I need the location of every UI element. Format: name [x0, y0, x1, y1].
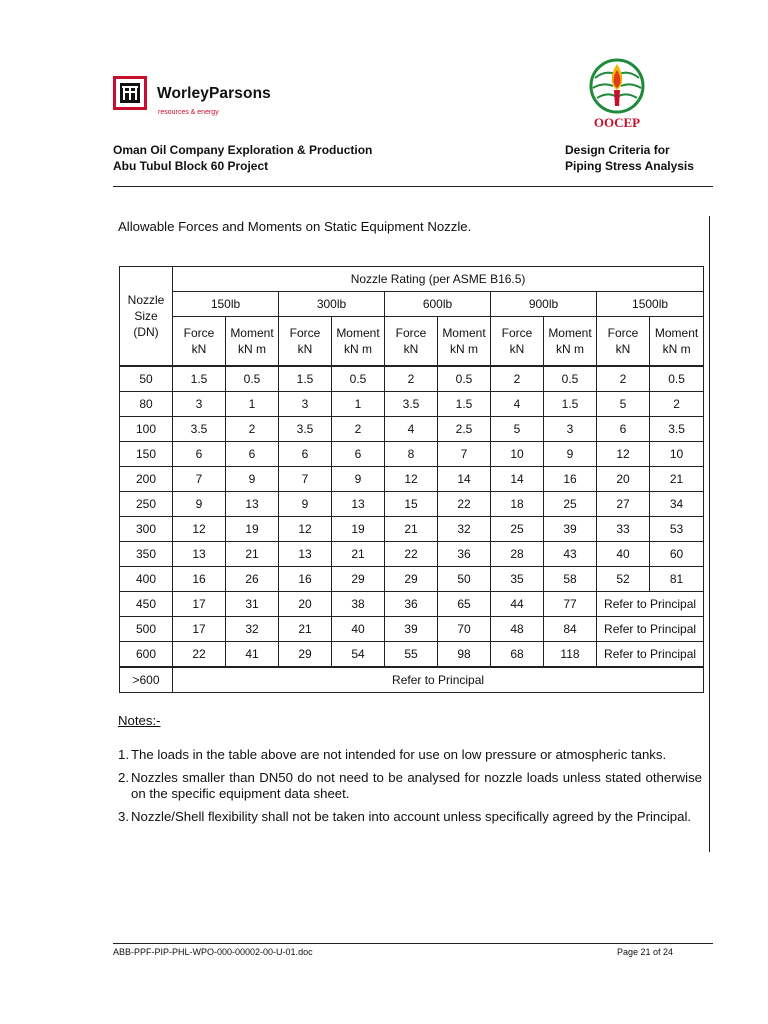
force-cell: 6 — [597, 417, 650, 442]
moment-cell: 13 — [226, 492, 279, 517]
notes-list — [118, 747, 702, 832]
force-cell: 21 — [279, 617, 332, 642]
force-cell: 9 — [279, 492, 332, 517]
force-cell: 3 — [279, 392, 332, 417]
note-item — [118, 809, 702, 825]
moment-cell: 38 — [332, 592, 385, 617]
force-cell: 17 — [173, 617, 226, 642]
force-cell: 7 — [279, 467, 332, 492]
force-cell: 55 — [385, 642, 438, 668]
force-cell: 6 — [173, 442, 226, 467]
force-cell: 12 — [279, 517, 332, 542]
nozzle-size-header: Nozzle Size (DN) — [120, 267, 173, 367]
class-header: 600lb — [385, 292, 491, 317]
force-cell: 16 — [173, 567, 226, 592]
moment-cell: 84 — [544, 617, 597, 642]
brand-tagline: resources & energy — [158, 109, 219, 116]
force-cell: 1.5 — [279, 366, 332, 392]
force-cell: 35 — [491, 567, 544, 592]
nozzle-size-cell: 450 — [120, 592, 173, 617]
force-cell: 20 — [279, 592, 332, 617]
moment-cell: 1 — [332, 392, 385, 417]
class-header: 150lb — [173, 292, 279, 317]
moment-cell: 34 — [650, 492, 704, 517]
force-cell: 18 — [491, 492, 544, 517]
force-cell: 3.5 — [279, 417, 332, 442]
force-cell: 29 — [385, 567, 438, 592]
moment-unit-header: Moment kN m — [544, 317, 597, 367]
force-cell: 13 — [279, 542, 332, 567]
moment-cell: 50 — [438, 567, 491, 592]
nozzle-size-cell: 50 — [120, 366, 173, 392]
force-cell: 20 — [597, 467, 650, 492]
moment-cell: 39 — [544, 517, 597, 542]
table-row — [120, 366, 704, 392]
table-row — [120, 467, 704, 492]
worleyparsons-emblem-icon — [113, 76, 147, 110]
moment-cell: 65 — [438, 592, 491, 617]
moment-cell: 81 — [650, 567, 704, 592]
doc-title-line2: Piping Stress Analysis — [565, 159, 694, 173]
note-text: The loads in the table above are not intended for use on low pressure or atmospheric tanks. — [131, 747, 667, 762]
table-row — [120, 517, 704, 542]
table-row — [120, 492, 704, 517]
moment-cell: 1 — [226, 392, 279, 417]
moment-cell: 1.5 — [438, 392, 491, 417]
page-number: Page 21 of 24 — [617, 947, 674, 957]
table-row — [120, 617, 704, 642]
moment-cell: 32 — [226, 617, 279, 642]
moment-cell: 3.5 — [650, 417, 704, 442]
note-text: Nozzles smaller than DN50 do not need to be analysed for nozzle loads unless stated otherwise on the specific equipment data sheet. — [131, 770, 702, 801]
table-row — [120, 642, 704, 668]
moment-cell: 77 — [544, 592, 597, 617]
force-cell: 52 — [597, 567, 650, 592]
oocep-wordmark: OOCEP — [593, 115, 641, 130]
note-text: Nozzle/Shell flexibility shall not be taken into account unless specifically agreed by the Principal. — [131, 809, 692, 824]
force-cell: 12 — [173, 517, 226, 542]
force-cell: 4 — [491, 392, 544, 417]
class-header: 300lb — [279, 292, 385, 317]
force-unit-header: Force kN — [279, 317, 332, 367]
class-header: 900lb — [491, 292, 597, 317]
force-cell: 3.5 — [173, 417, 226, 442]
nozzle-size-cell: 300 — [120, 517, 173, 542]
moment-cell: 19 — [332, 517, 385, 542]
force-cell: 28 — [491, 542, 544, 567]
moment-cell: 0.5 — [650, 366, 704, 392]
nozzle-size-cell: 250 — [120, 492, 173, 517]
moment-cell: 10 — [650, 442, 704, 467]
moment-cell: 9 — [544, 442, 597, 467]
moment-unit-header: Moment kN m — [438, 317, 491, 367]
force-cell: 12 — [385, 467, 438, 492]
force-cell: 22 — [173, 642, 226, 668]
force-cell: 39 — [385, 617, 438, 642]
nozzle-size-cell: 200 — [120, 467, 173, 492]
force-cell: 7 — [173, 467, 226, 492]
moment-cell: 118 — [544, 642, 597, 668]
moment-cell: 32 — [438, 517, 491, 542]
force-cell: 3.5 — [385, 392, 438, 417]
moment-unit-header: Moment kN m — [226, 317, 279, 367]
moment-cell: 40 — [332, 617, 385, 642]
force-cell: 9 — [173, 492, 226, 517]
force-cell: 48 — [491, 617, 544, 642]
note-number: 1. — [118, 747, 129, 762]
section-title: Allowable Forces and Moments on Static Equipment Nozzle. — [118, 219, 472, 234]
moment-cell: 25 — [544, 492, 597, 517]
moment-cell: 26 — [226, 567, 279, 592]
refer-to-principal-cell: Refer to Principal — [597, 592, 704, 617]
moment-cell: 1.5 — [544, 392, 597, 417]
moment-cell: 2 — [650, 392, 704, 417]
refer-to-principal-cell: Refer to Principal — [173, 667, 704, 693]
force-unit-header: Force kN — [597, 317, 650, 367]
force-cell: 44 — [491, 592, 544, 617]
moment-cell: 0.5 — [544, 366, 597, 392]
force-cell: 21 — [385, 517, 438, 542]
brand-name: WorleyParsons — [157, 85, 271, 102]
footer-divider — [113, 943, 713, 944]
table-row — [120, 592, 704, 617]
force-cell: 2 — [491, 366, 544, 392]
moment-cell: 2 — [332, 417, 385, 442]
notes-title: Notes:- — [118, 713, 161, 728]
company-block — [113, 142, 372, 174]
force-cell: 4 — [385, 417, 438, 442]
force-cell: 29 — [279, 642, 332, 668]
force-cell: 33 — [597, 517, 650, 542]
moment-cell: 70 — [438, 617, 491, 642]
moment-cell: 2.5 — [438, 417, 491, 442]
force-cell: 13 — [173, 542, 226, 567]
table-row — [120, 567, 704, 592]
nozzle-size-cell: 350 — [120, 542, 173, 567]
force-cell: 5 — [491, 417, 544, 442]
moment-cell: 9 — [332, 467, 385, 492]
project-name: Abu Tubul Block 60 Project — [113, 159, 269, 173]
oocep-logo — [585, 56, 649, 128]
nozzle-size-cell: 600 — [120, 642, 173, 668]
force-cell: 10 — [491, 442, 544, 467]
moment-cell: 36 — [438, 542, 491, 567]
moment-cell: 21 — [226, 542, 279, 567]
moment-unit-header: Moment kN m — [650, 317, 704, 367]
force-cell: 2 — [385, 366, 438, 392]
force-cell: 3 — [173, 392, 226, 417]
doc-title-line1: Design Criteria for — [565, 143, 670, 157]
force-cell: 25 — [491, 517, 544, 542]
force-cell: 8 — [385, 442, 438, 467]
moment-cell: 53 — [650, 517, 704, 542]
force-cell: 17 — [173, 592, 226, 617]
refer-to-principal-cell: Refer to Principal — [597, 617, 704, 642]
moment-cell: 6 — [332, 442, 385, 467]
moment-cell: 0.5 — [438, 366, 491, 392]
moment-cell: 43 — [544, 542, 597, 567]
force-cell: 14 — [491, 467, 544, 492]
worleyparsons-logo — [113, 76, 313, 122]
nozzle-size-cell: 100 — [120, 417, 173, 442]
force-cell: 16 — [279, 567, 332, 592]
force-cell: 22 — [385, 542, 438, 567]
moment-cell: 9 — [226, 467, 279, 492]
force-unit-header: Force kN — [491, 317, 544, 367]
force-cell: 5 — [597, 392, 650, 417]
moment-cell: 0.5 — [332, 366, 385, 392]
nozzle-size-cell: >600 — [120, 667, 173, 693]
force-cell: 36 — [385, 592, 438, 617]
nozzle-loads-table — [119, 266, 704, 693]
moment-cell: 29 — [332, 567, 385, 592]
moment-cell: 2 — [226, 417, 279, 442]
force-cell: 2 — [597, 366, 650, 392]
force-cell: 15 — [385, 492, 438, 517]
header-divider — [113, 186, 713, 187]
nozzle-rating-header: Nozzle Rating (per ASME B16.5) — [173, 267, 704, 292]
force-cell: 40 — [597, 542, 650, 567]
moment-cell: 16 — [544, 467, 597, 492]
moment-cell: 6 — [226, 442, 279, 467]
document-title-block — [565, 142, 694, 174]
nozzle-size-cell: 150 — [120, 442, 173, 467]
moment-cell: 21 — [650, 467, 704, 492]
refer-to-principal-cell: Refer to Principal — [597, 642, 704, 668]
force-cell: 27 — [597, 492, 650, 517]
moment-unit-header: Moment kN m — [332, 317, 385, 367]
company-name: Oman Oil Company Exploration & Production — [113, 143, 373, 157]
table-row — [120, 442, 704, 467]
note-number: 3. — [118, 809, 129, 824]
table-row — [120, 667, 704, 693]
note-item — [118, 747, 702, 763]
moment-cell: 7 — [438, 442, 491, 467]
force-cell: 68 — [491, 642, 544, 668]
note-number: 2. — [118, 770, 129, 785]
moment-cell: 14 — [438, 467, 491, 492]
nozzle-size-cell: 80 — [120, 392, 173, 417]
table-row — [120, 392, 704, 417]
moment-cell: 98 — [438, 642, 491, 668]
moment-cell: 19 — [226, 517, 279, 542]
class-header: 1500lb — [597, 292, 704, 317]
moment-cell: 13 — [332, 492, 385, 517]
force-unit-header: Force kN — [385, 317, 438, 367]
moment-cell: 0.5 — [226, 366, 279, 392]
moment-cell: 21 — [332, 542, 385, 567]
moment-cell: 58 — [544, 567, 597, 592]
nozzle-size-cell: 400 — [120, 567, 173, 592]
force-cell: 1.5 — [173, 366, 226, 392]
note-item — [118, 770, 702, 802]
moment-cell: 3 — [544, 417, 597, 442]
nozzle-size-cell: 500 — [120, 617, 173, 642]
table-row — [120, 542, 704, 567]
document-number: ABB-PPF-PIP-PHL-WPO-000-00002-00-U-01.doc — [113, 947, 313, 957]
margin-change-bar — [709, 216, 710, 852]
moment-cell: 54 — [332, 642, 385, 668]
moment-cell: 41 — [226, 642, 279, 668]
force-cell: 12 — [597, 442, 650, 467]
moment-cell: 22 — [438, 492, 491, 517]
force-unit-header: Force kN — [173, 317, 226, 367]
moment-cell: 31 — [226, 592, 279, 617]
oocep-emblem-icon — [585, 56, 649, 114]
moment-cell: 60 — [650, 542, 704, 567]
force-cell: 6 — [279, 442, 332, 467]
table-row — [120, 417, 704, 442]
